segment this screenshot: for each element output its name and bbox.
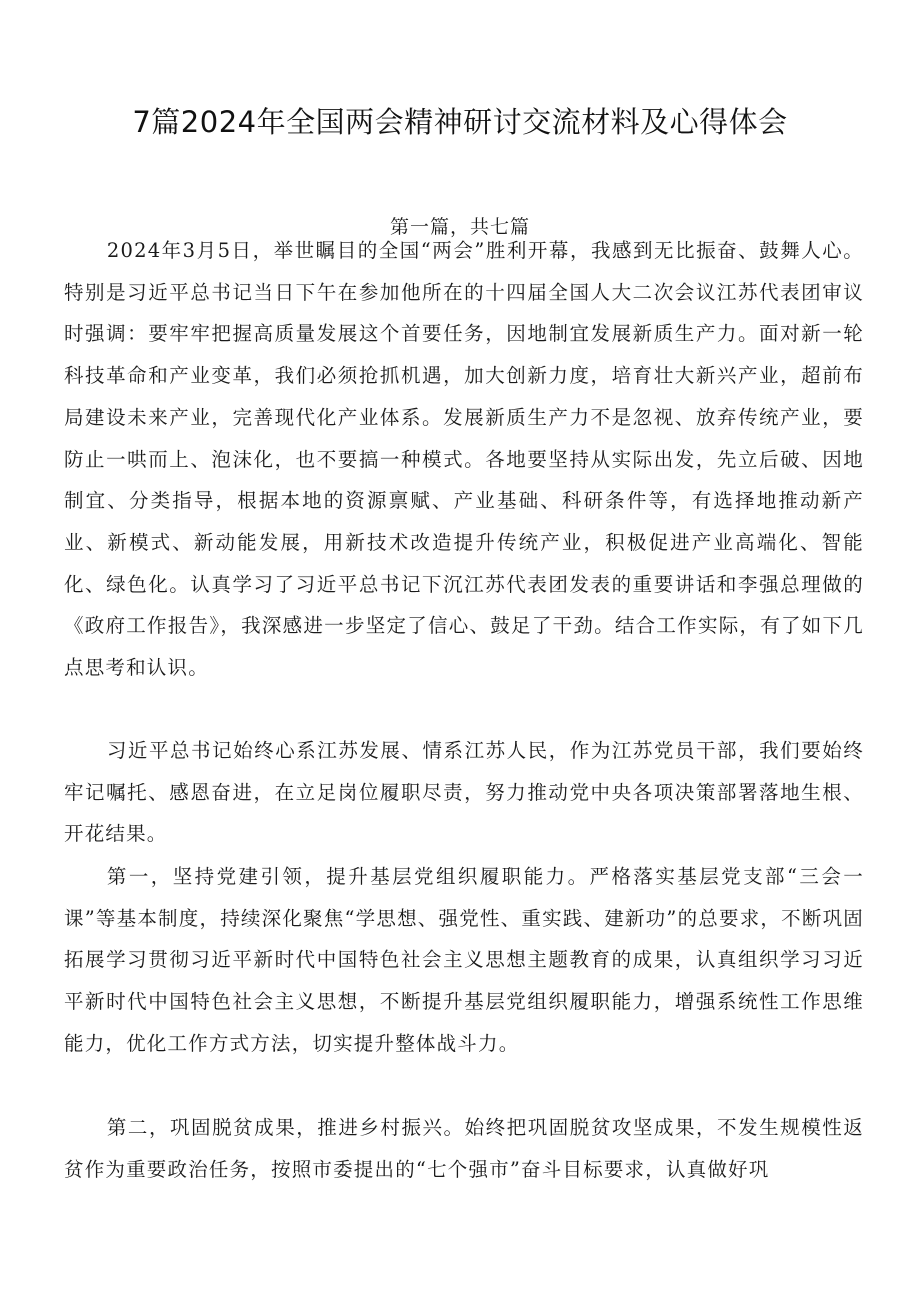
section-heading: 第一篇，共七篇 xyxy=(389,216,530,238)
paragraph-intro: 2024年3月5日，举世瞩目的全国“两会”胜利开幕，我感到无比振奋、鼓舞人心。特别是习近平总书记当日下午在参加他所在的十四届全国人大二次会议江苏代表团审议时强调：要牢牢把握高质量发展这个首要任务，因地制宜发展新质生产力。面对新一轮科技革命和产业变革，我们必须抢抓机遇，加大创新力度，培育壮大新兴产业，超前布局建设未来产业，完善现代化产业体系。发展新质生产力不是忽视、放弃传统产业，要防止一哄而上、泡沫化，也不要搞一种模式。各地要坚持从实际出发，先立后破、因地制宜、分类指导，根据本地的资源禀赋、产业基础、科研条件等，有选择地推动新产业、新模式、新动能发展，用新技术改造提升传统产业，积极促进产业高端化、智能化、绿色化。认真学习了习近平总书记下沉江苏代表团发表的重要讲话和李强总理做的《政府工作报告》，我深感进一步坚定了信心、鼓足了干劲。结合工作实际，有了如下几点思考和认识。 xyxy=(64,239,864,680)
paragraph-point-one: 第一，坚持党建引领，提升基层党组织履职能力。严格落实基层党支部“三会一课”等基本制度，持续深化聚焦“学思想、强党性、重实践、建新功”的总要求，不断巩固拓展学习贯彻习近平新时代中国特色社会主义思想主题教育的成果，认真组织学习习近平新时代中国特色社会主义思想，不断提升基层党组织履职能力，增强系统性工作思维能力，优化工作方式方法，切实提升整体战斗力。 xyxy=(64,865,864,1055)
document-title: 7篇2024年全国两会精神研讨交流材料及心得体会 xyxy=(132,105,788,139)
paragraph-commitment: 习近平总书记始终心系江苏发展、情系江苏人民，作为江苏党员干部，我们要始终牢记嘱托、感恩奋进，在立足岗位履职尽责，努力推动党中央各项决策部署落地生根、开花结果。 xyxy=(64,739,864,846)
paragraph-point-two: 第二，巩固脱贫成果，推进乡村振兴。始终把巩固脱贫攻坚成果，不发生规模性返贫作为重要政治任务，按照市委提出的“七个强市”奋斗目标要求，认真做好巩 xyxy=(64,1116,864,1181)
